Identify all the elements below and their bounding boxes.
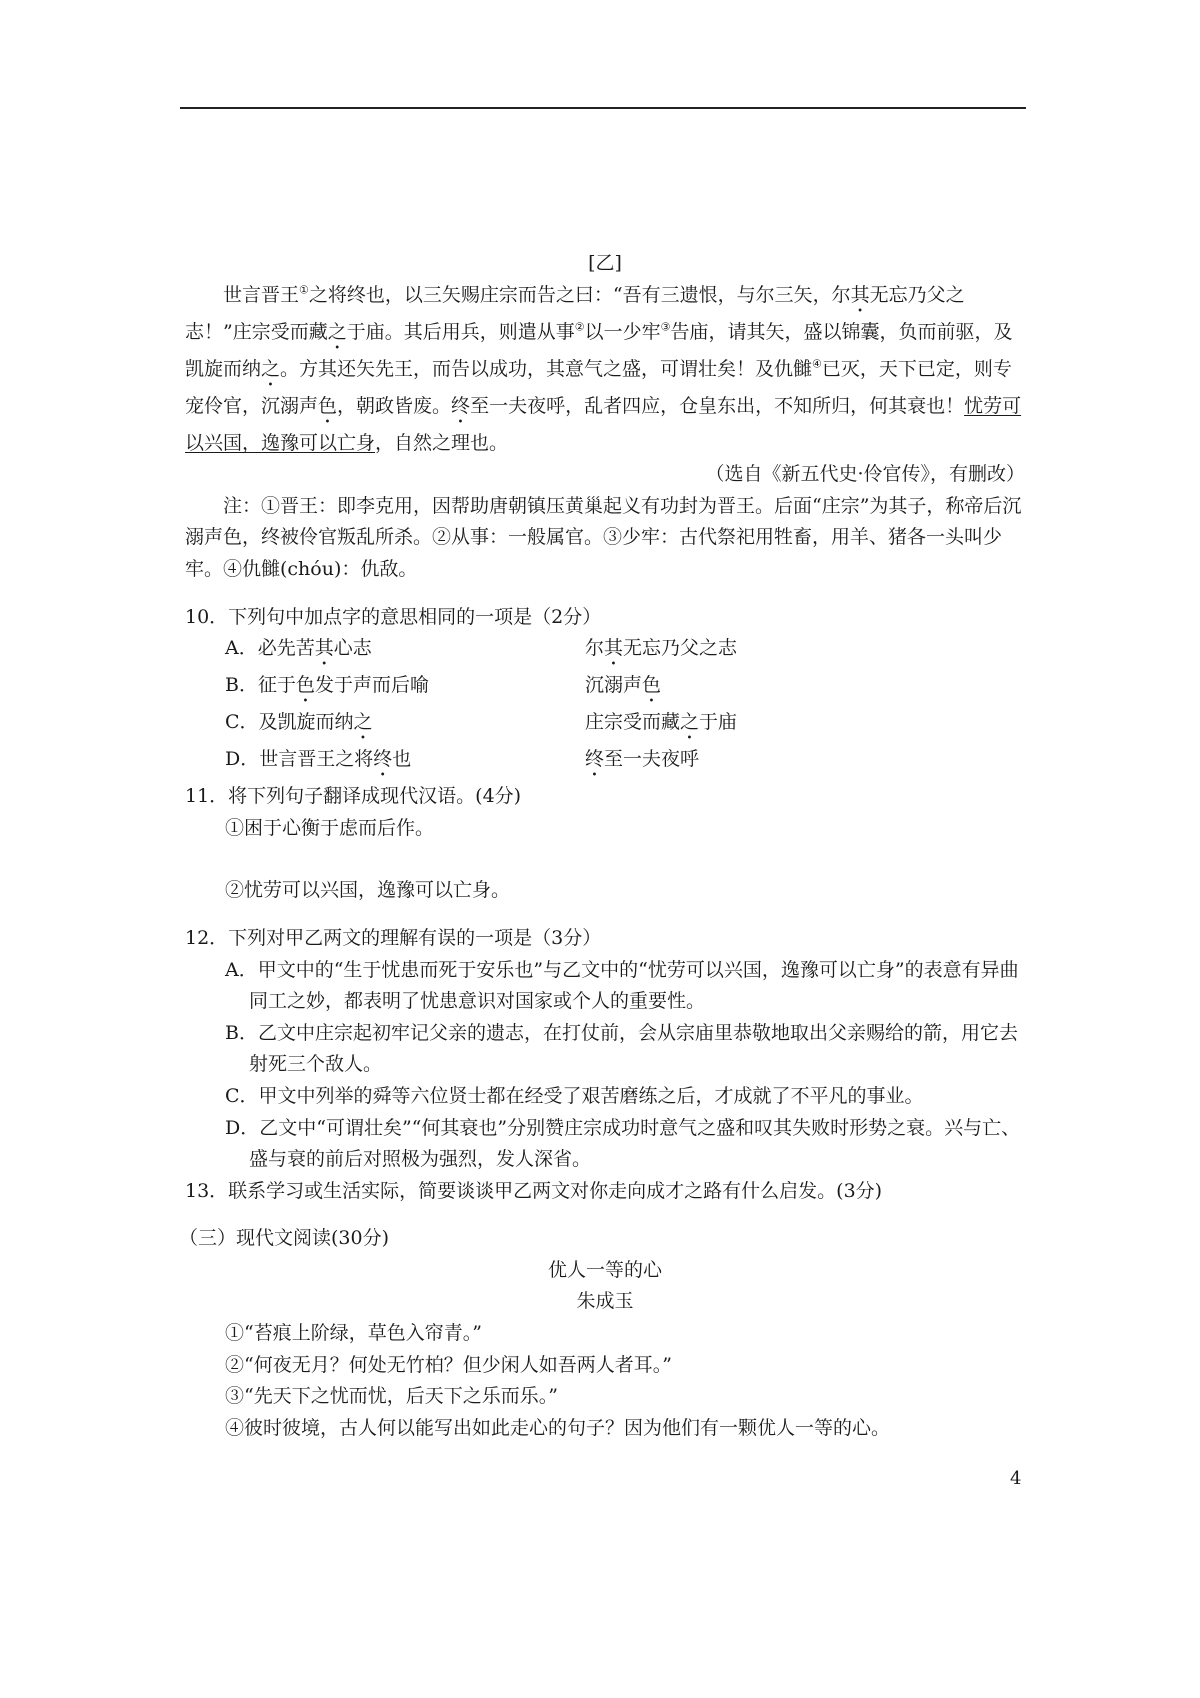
q10-option-c: C．及凯旋而纳之 庄宗受而藏之于庙 xyxy=(225,711,738,734)
q12-option-c: C．甲文中列举的舜等六位贤士都在经受了艰苦磨练之后，才成就了不平凡的事业。 xyxy=(225,1084,924,1107)
section-yi-source: （选自《新五代史·伶官传》，有删改） xyxy=(705,463,1025,486)
section-yi-body: 世言晋王①之将终也，以三矢赐庄宗而告之曰：“吾有三遗恨，与尔三矢，尔其无忘乃父之志！”庄宗受而藏之于庙。其后用兵，则遣从事②以一少牢③告庙，请其矢，盛以锦囊，负而前驱，及凯旋而纳之。方其还矢先王，而告以成功，其意气之盛，可谓壮矣！及仇雠④已灭，天下已定，则专宠伶官，沉溺声色，朝政皆废。终至一夫夜呼，乱者四应，仓皇东出，不知所归，何其衰也！忧劳可以兴国，逸豫可以亡身，自然之理也。 xyxy=(185,283,1022,454)
page-number: 4 xyxy=(1010,1468,1022,1489)
article-paragraph-4: ④彼时彼境，古人何以能写出如此走心的句子？因为他们有一颗优人一等的心。 xyxy=(225,1416,891,1439)
section-yi-heading: [乙] xyxy=(588,252,622,274)
q11-item-1: ①困于心衡于虑而后作。 xyxy=(225,816,435,839)
article-paragraph-1: ①“苔痕上阶绿，草色入帘青。” xyxy=(225,1322,482,1345)
q13-stem: 13．联系学习或生活实际，简要谈谈甲乙两文对你走向成才之路有什么启发。(3分) xyxy=(185,1179,883,1202)
article-title: 优人一等的心 xyxy=(547,1258,662,1281)
q10-stem: 10．下列句中加点字的意思相同的一项是（2分） xyxy=(185,605,602,628)
page-content xyxy=(179,248,1025,1444)
q12-option-a: A．甲文中的“生于忧患而死于安乐也”与乙文中的“忧劳可以兴国，逸豫可以亡身”的表意有异曲同工之妙，都表明了忧患意识对国家或个人的重要性。 xyxy=(225,958,1019,1013)
q11-stem: 11．将下列句子翻译成现代汉语。(4分) xyxy=(185,785,522,808)
section-yi-notes: 注：①晋王：即李克用，因帮助唐朝镇压黄巢起义有功封为晋王。后面“庄宗”为其子，称帝后沉溺声色，终被伶官叛乱所杀。②从事：一般属官。③少牢：古代祭祀用牲畜，用羊、猪各一头叫少牢。④仇雠(chóu)：仇敌。 xyxy=(185,494,1022,580)
q12-option-b: B．乙文中庄宗起初牢记父亲的遗志，在打仗前，会从宗庙里恭敬地取出父亲赐给的箭，用它去射死三个敌人。 xyxy=(225,1021,1018,1076)
header-rule xyxy=(180,107,1026,109)
q12-stem: 12．下列对甲乙两文的理解有误的一项是（3分） xyxy=(185,926,602,949)
article-paragraph-2: ②“何夜无月？何处无竹柏？但少闲人如吾两人者耳。” xyxy=(225,1353,672,1376)
q12-option-d: D．乙文中“可谓壮矣”“何其衰也”分别赞庄宗成功时意气之盛和叹其失败时形势之衰。兴与亡、盛与衰的前后对照极为强烈，发人深省。 xyxy=(225,1116,1021,1171)
q10-option-d: D．世言晋王之将终也 终至一夫夜呼 xyxy=(225,748,700,771)
q10-option-b: B．征于色发于声而后喻 沉溺声色 xyxy=(225,674,662,697)
q10-option-a: A．必先苦其心志 尔其无忘乃父之志 xyxy=(225,637,738,660)
q11-item-2: ②忧劳可以兴国，逸豫可以亡身。 xyxy=(225,879,511,902)
article-paragraph-3: ③“先天下之忧而忧，后天下之乐而乐。” xyxy=(225,1385,558,1408)
section3-heading: （三）现代文阅读(30分) xyxy=(179,1227,390,1250)
article-author: 朱成玉 xyxy=(576,1290,634,1313)
